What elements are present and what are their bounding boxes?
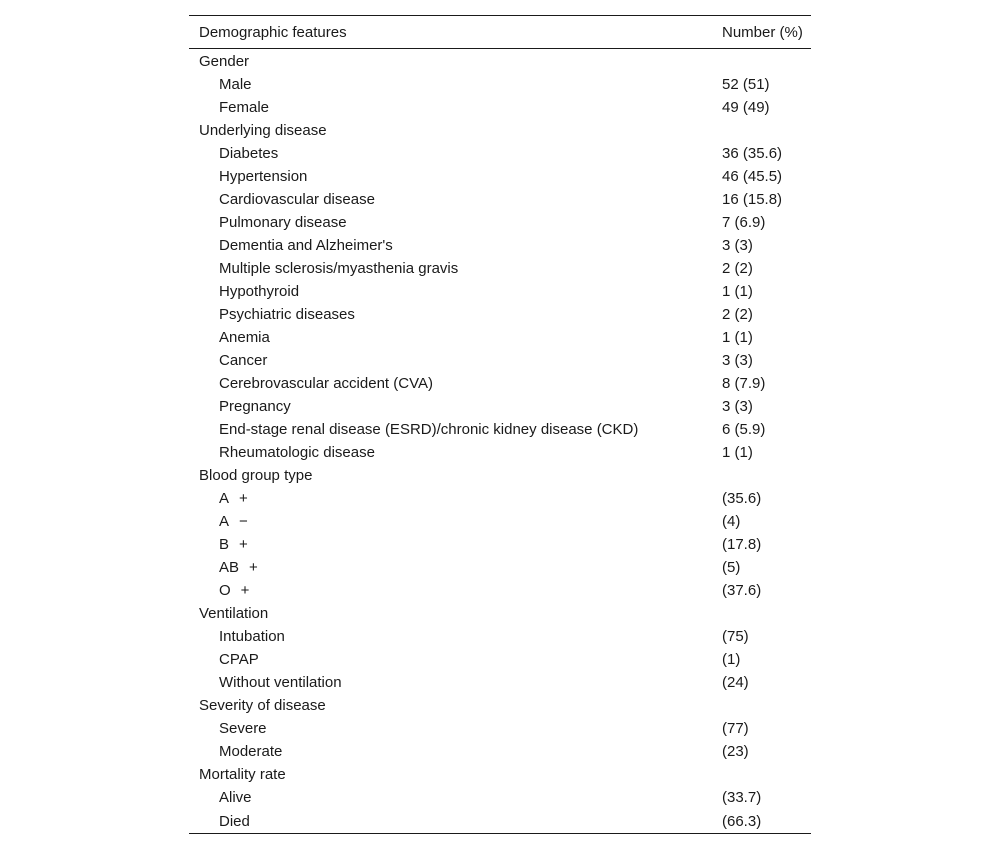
demographics-table-container bbox=[189, 15, 811, 834]
feature-label bbox=[189, 556, 722, 579]
feature-text: Gender bbox=[199, 52, 250, 70]
feature-text: A bbox=[219, 513, 230, 530]
category-label bbox=[189, 602, 722, 625]
feature-label bbox=[189, 625, 722, 648]
category-label bbox=[189, 694, 722, 717]
table-row bbox=[189, 257, 811, 280]
number-percent-value: 6 (5.9) bbox=[722, 421, 766, 438]
table-row bbox=[189, 579, 811, 602]
table-row bbox=[189, 349, 811, 372]
table-row bbox=[189, 786, 811, 809]
table-row bbox=[189, 625, 811, 648]
feature-label bbox=[189, 671, 722, 694]
feature-text: Male bbox=[219, 76, 252, 93]
feature-label bbox=[189, 717, 722, 740]
feature-label bbox=[189, 487, 722, 510]
category-row bbox=[189, 602, 811, 625]
feature-text: Blood group type bbox=[199, 467, 313, 484]
number-percent-value: 49 (49) bbox=[722, 99, 770, 116]
feature-label bbox=[189, 418, 722, 441]
table-row bbox=[189, 441, 811, 464]
feature-label bbox=[189, 73, 722, 96]
table-row bbox=[189, 96, 811, 119]
table-row bbox=[189, 142, 811, 165]
number-percent-value bbox=[722, 694, 811, 717]
table-row bbox=[189, 717, 811, 740]
table-row bbox=[189, 395, 811, 418]
feature-text: Intubation bbox=[219, 628, 285, 645]
number-percent-value: 3 (3) bbox=[722, 237, 753, 254]
table-row bbox=[189, 372, 811, 395]
number-percent-value: (37.6) bbox=[722, 582, 762, 599]
table-row bbox=[189, 809, 811, 834]
number-percent-value: (4) bbox=[722, 513, 741, 530]
feature-text: Hypothyroid bbox=[219, 283, 300, 300]
table-row bbox=[189, 188, 811, 211]
feature-text: O bbox=[219, 582, 231, 599]
feature-text: Alive bbox=[219, 789, 252, 806]
table-row bbox=[189, 533, 811, 556]
table-row bbox=[189, 211, 811, 234]
number-percent-value: 8 (7.9) bbox=[722, 375, 766, 392]
number-percent-value: (33.7) bbox=[722, 789, 762, 806]
feature-text: Mortality rate bbox=[199, 766, 286, 783]
feature-label bbox=[189, 165, 722, 188]
demographics-table bbox=[189, 15, 811, 834]
rh-sign: + bbox=[239, 536, 248, 553]
feature-label bbox=[189, 326, 722, 349]
feature-text: Pregnancy bbox=[219, 398, 291, 415]
feature-text: Severity of disease bbox=[199, 697, 326, 714]
number-percent-value: 7 (6.9) bbox=[722, 214, 766, 231]
feature-text: Without ventilation bbox=[219, 674, 342, 691]
feature-text: Multiple sclerosis/myasthenia gravis bbox=[219, 260, 459, 277]
category-row bbox=[189, 763, 811, 786]
number-percent-value bbox=[722, 464, 811, 487]
feature-text: Cardiovascular disease bbox=[219, 191, 375, 208]
number-percent-value: 52 (51) bbox=[722, 76, 770, 93]
table-row bbox=[189, 510, 811, 533]
number-percent-value: (24) bbox=[722, 674, 749, 691]
number-percent-value: (5) bbox=[722, 559, 741, 576]
feature-text: Died bbox=[219, 812, 250, 830]
category-label bbox=[189, 119, 722, 142]
header-demographic-features: Demographic features bbox=[189, 16, 722, 49]
feature-text: Female bbox=[219, 99, 270, 116]
category-row bbox=[189, 464, 811, 487]
feature-text: Pulmonary disease bbox=[219, 214, 347, 231]
feature-label bbox=[189, 441, 722, 464]
table-body bbox=[189, 49, 811, 834]
feature-label bbox=[189, 786, 722, 809]
table-row bbox=[189, 648, 811, 671]
feature-text: Psychiatric diseases bbox=[219, 306, 355, 323]
feature-text: Moderate bbox=[219, 743, 283, 760]
category-row bbox=[189, 119, 811, 142]
feature-text: AB bbox=[219, 559, 240, 576]
number-percent-value: 2 (2) bbox=[722, 260, 753, 277]
number-percent-value: 3 (3) bbox=[722, 352, 753, 369]
feature-text: Dementia and Alzheimer's bbox=[219, 237, 393, 254]
feature-label bbox=[189, 349, 722, 372]
number-percent-value bbox=[722, 49, 811, 74]
number-percent-value: (35.6) bbox=[722, 490, 762, 507]
feature-text: Cancer bbox=[219, 352, 268, 369]
table-header-row bbox=[189, 16, 811, 49]
table-row bbox=[189, 326, 811, 349]
table-row bbox=[189, 418, 811, 441]
number-percent-value bbox=[722, 602, 811, 625]
number-percent-value: 1 (1) bbox=[722, 283, 753, 300]
feature-label bbox=[189, 372, 722, 395]
number-percent-value: 16 (15.8) bbox=[722, 191, 783, 208]
feature-label bbox=[189, 142, 722, 165]
category-label bbox=[189, 464, 722, 487]
category-label bbox=[189, 763, 722, 786]
rh-sign: + bbox=[240, 582, 250, 599]
feature-text: Cerebrovascular accident (CVA) bbox=[219, 375, 433, 392]
category-row bbox=[189, 49, 811, 74]
feature-text: Diabetes bbox=[219, 145, 279, 162]
table-row bbox=[189, 740, 811, 763]
feature-label bbox=[189, 395, 722, 418]
rh-sign: + bbox=[239, 490, 248, 507]
feature-text: Ventilation bbox=[199, 605, 269, 622]
feature-label bbox=[189, 211, 722, 234]
table-row bbox=[189, 671, 811, 694]
feature-label bbox=[189, 280, 722, 303]
feature-text: A bbox=[219, 490, 230, 507]
feature-text: Underlying disease bbox=[199, 122, 327, 139]
feature-label bbox=[189, 510, 722, 533]
number-percent-value: 1 (1) bbox=[722, 329, 753, 346]
table-row bbox=[189, 165, 811, 188]
table-row bbox=[189, 487, 811, 510]
number-percent-value: (23) bbox=[722, 743, 749, 760]
table-row bbox=[189, 234, 811, 257]
feature-label bbox=[189, 188, 722, 211]
number-percent-value: 46 (45.5) bbox=[722, 168, 783, 185]
feature-label bbox=[189, 579, 722, 602]
number-percent-value: (1) bbox=[722, 651, 741, 668]
feature-text: B bbox=[219, 536, 230, 553]
feature-label bbox=[189, 96, 722, 119]
category-label bbox=[189, 49, 722, 74]
header-number-percent: Number (%) bbox=[722, 16, 811, 49]
number-percent-value: (66.3) bbox=[722, 812, 762, 830]
feature-text: Hypertension bbox=[219, 168, 308, 185]
feature-text: Anemia bbox=[219, 329, 270, 346]
table-row bbox=[189, 303, 811, 326]
number-percent-value: (77) bbox=[722, 720, 749, 737]
number-percent-value: 3 (3) bbox=[722, 398, 753, 415]
feature-text: End-stage renal disease (ESRD)/chronic kidney disease (CKD) bbox=[219, 421, 639, 438]
table-row bbox=[189, 73, 811, 96]
feature-text: CPAP bbox=[219, 651, 259, 668]
feature-label bbox=[189, 234, 722, 257]
feature-label bbox=[189, 809, 722, 834]
rh-sign: − bbox=[239, 513, 248, 530]
feature-label bbox=[189, 257, 722, 280]
table-row bbox=[189, 280, 811, 303]
number-percent-value: 1 (1) bbox=[722, 444, 753, 461]
feature-label bbox=[189, 740, 722, 763]
feature-label bbox=[189, 533, 722, 556]
number-percent-value bbox=[722, 763, 811, 786]
feature-text: Severe bbox=[219, 720, 267, 737]
number-percent-value: 2 (2) bbox=[722, 306, 753, 323]
feature-label bbox=[189, 303, 722, 326]
rh-sign: + bbox=[249, 559, 258, 576]
category-row bbox=[189, 694, 811, 717]
feature-label bbox=[189, 648, 722, 671]
table-row bbox=[189, 556, 811, 579]
number-percent-value bbox=[722, 119, 811, 142]
number-percent-value: 36 (35.6) bbox=[722, 145, 783, 162]
number-percent-value: (17.8) bbox=[722, 536, 762, 553]
feature-text: Rheumatologic disease bbox=[219, 444, 375, 461]
number-percent-value: (75) bbox=[722, 628, 749, 645]
